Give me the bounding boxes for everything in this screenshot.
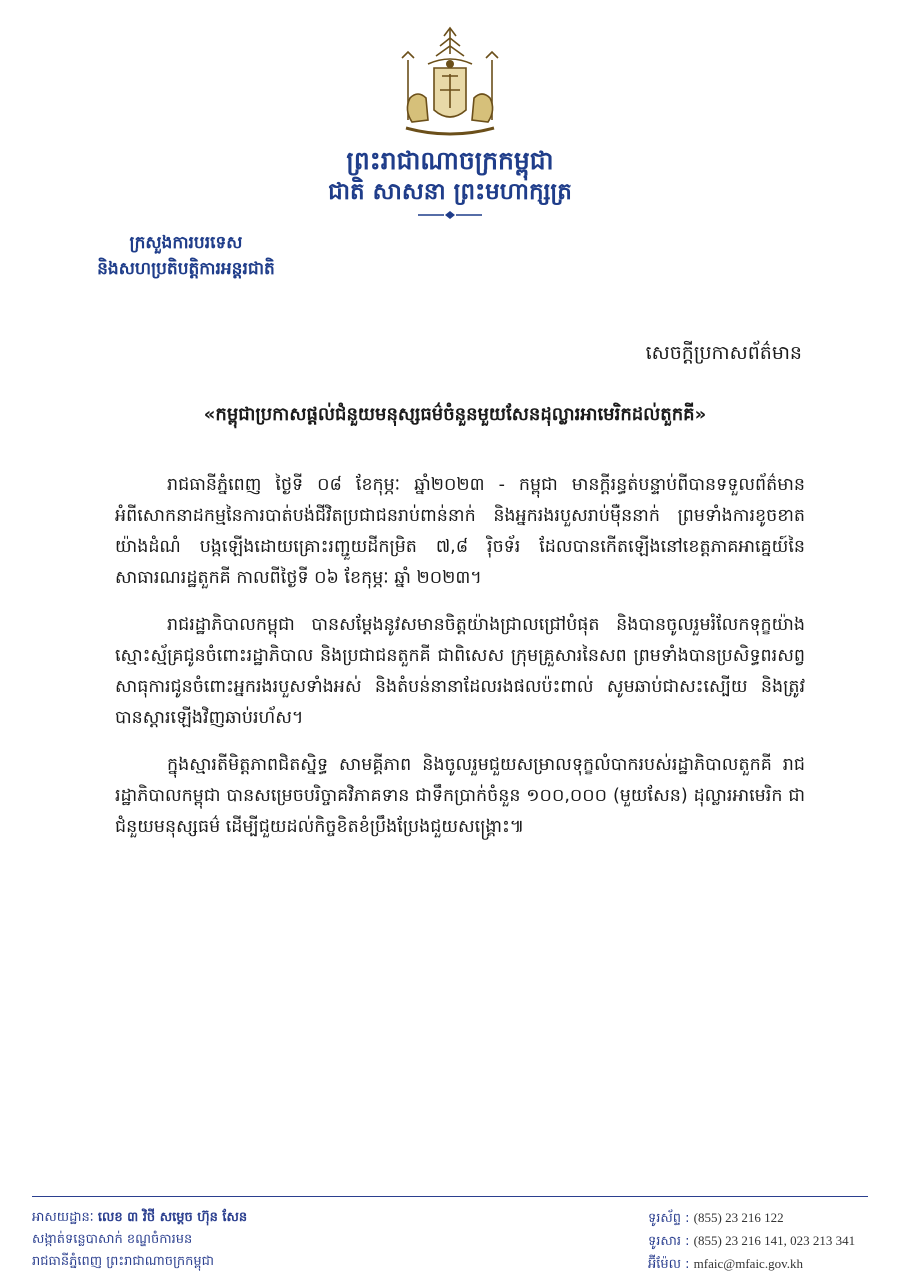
email-address[interactable]: mfaic@mfaic.gov.kh: [693, 1256, 803, 1271]
footer-address: [32, 1207, 247, 1273]
email-label: អ៊ីម៉ែល :: [648, 1257, 690, 1272]
kingdom-motto: ជាតិ សាសនា ព្រះមហាក្សត្រ: [328, 179, 572, 205]
footer-divider: [32, 1196, 868, 1197]
body-paragraph: រាជធានីភ្នំពេញ ថ្ងៃទី ០៨ ខែកុម្ភៈ ឆ្នាំ២០២៣ - កម្ពុជា មានក្តីរន្ធត់បន្ទាប់ពីបានទទួលព័ត៌មានអំពីសោកនាដកម្មនៃការបាត់បង់ជីវិតប្រជាជនរាប់ពាន់នាក់ និងអ្នករងរបួសរាប់ម៉ឺននាក់ ព្រមទាំងការខូចខាតយ៉ាងដំណំ បង្កឡើងដោយគ្រោះរញ្ជួយដីកម្រិត ៧,៨ រ៉ិចទ័រ ដែលបានកើតឡើងនៅខេត្តភាគអាគ្នេយ៍នៃសាធារណរដ្ឋតួកគី កាលពីថ្ងៃទី ០៦ ខែកុម្ភៈ ឆ្នាំ ២០២៣។: [115, 475, 805, 588]
phone-label: ទូរស័ព្ទ :: [648, 1211, 690, 1226]
kingdom-title: ព្រះរាជាណាចក្រកម្ពុជា: [346, 146, 554, 175]
press-release-headline: «កម្ពុជាប្រកាសផ្តល់ជំនួយមនុស្សធម៌ចំនួនមួយសែនដុល្លារអាមេរិកដល់តួកគី»: [203, 404, 707, 425]
address-city: រាជធានីភ្នំពេញ ព្រះរាជាណាចក្រកម្ពុជា: [32, 1254, 214, 1269]
address-district: សង្កាត់ទន្លេបាសាក់ ខណ្ឌចំការមន: [32, 1232, 193, 1247]
address-label: អាសយដ្ឋានៈ: [32, 1210, 94, 1225]
ministry-name-line1: ក្រសួងការបរទេស: [129, 233, 243, 253]
phone-number: (855) 23 216 122: [693, 1210, 784, 1225]
press-release-body: [115, 470, 805, 859]
body-paragraph: រាជរដ្ឋាភិបាលកម្ពុជា បានសម្តែងនូវសមានចិត្តយ៉ាងជ្រាលជ្រៅបំផុត និងបានចូលរួមរំលែកទុក្ខយ៉ាងស្មោះស្ម័គ្រជូនចំពោះរដ្ឋាភិបាល និងប្រជាជនតួកគី ជាពិសេស ក្រុមគ្រួសារនៃសព ព្រមទាំងបានប្រសិទ្ធពរសព្វសាធុការជូនចំពោះអ្នករងរបួសទាំងអស់ និងតំបន់នានាដែលរងផលប៉ះពាល់ សូមឆាប់ជាសះស្បើយ និងត្រូវបានស្តារឡើងវិញឆាប់រហ័ស។: [115, 615, 805, 728]
ministry-name-line2: និងសហប្រតិបត្តិការអន្តរជាតិ: [97, 259, 275, 279]
document-type: សេចក្តីប្រកាសព័ត៌មាន: [645, 342, 802, 364]
body-paragraph: ក្នុងស្មារតីមិត្តភាពជិតស្និទ្ធ សាមគ្គីភាព និងចូលរួមជួយសម្រាលទុក្ខលំបាករបស់រដ្ឋាភិបាលតួកគី រាជរដ្ឋាភិបាលកម្ពុជា បានសម្រេចបរិច្ចាគវិភាគទាន ជាទឹកប្រាក់ចំនួន ១០០,០០០ (មួយសែន) ដុល្លារអាមេរិក ជាជំនួយមនុស្សធម៌ ដើម្បីជួយដល់កិច្ចខិតខំប្រឹងប្រែងជួយសង្គ្រោះ៕: [115, 755, 805, 837]
royal-coat-of-arms-emblem: [388, 24, 512, 140]
fax-label: ទូរសារ :: [648, 1234, 690, 1249]
footer-contacts: [648, 1207, 855, 1276]
fax-number: (855) 23 216 141, 023 213 341: [693, 1233, 856, 1248]
ornament-divider: [418, 210, 482, 220]
address-street: លេខ ៣ វិថី សម្តេច ហ៊ុន សែន: [97, 1210, 248, 1225]
